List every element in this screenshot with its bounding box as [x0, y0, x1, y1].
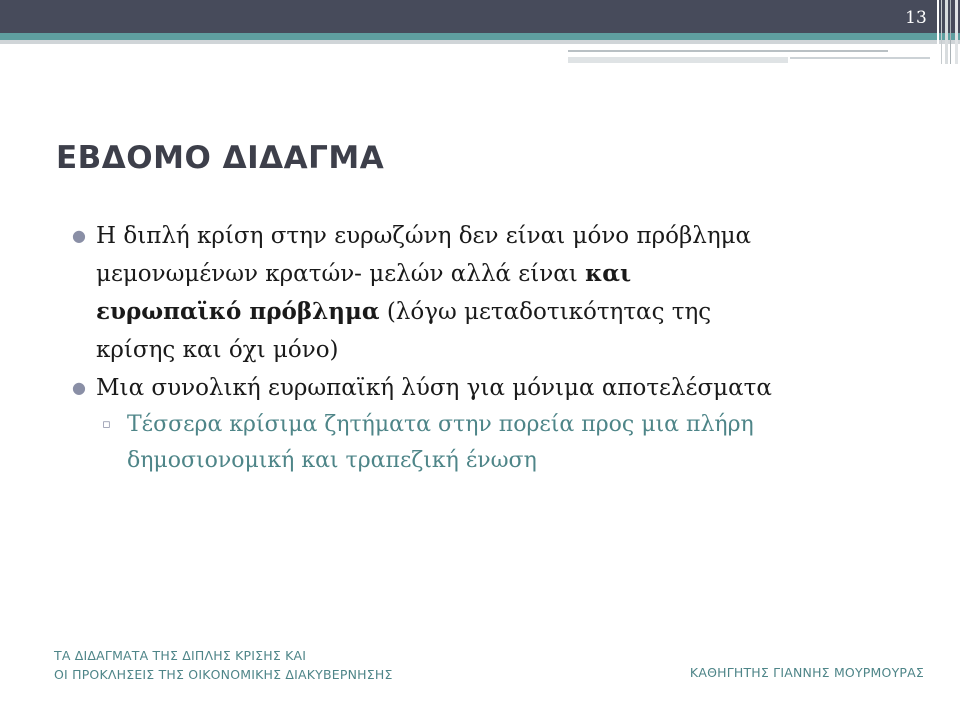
header-divider: [0, 40, 960, 44]
sub-bullet-item: [72, 407, 932, 479]
bullet-text: (λόγω μεταδοτικότητας της: [379, 299, 712, 325]
bullet-text: μεμονωμένων κρατών- μελών αλλά είναι: [96, 261, 586, 287]
round-bullet-icon: ●: [72, 378, 86, 397]
decorative-line: [568, 50, 888, 52]
footer-title-line: ΤΑ ΔΙΔΑΓΜΑΤΑ ΤΗΣ ΔΙΠΛΗΣ ΚΡΙΣΗΣ ΚΑΙ: [54, 648, 307, 663]
bullet-bold-text: ευρωπαϊκό πρόβλημα: [96, 298, 380, 325]
decorative-vline: [945, 0, 948, 64]
slide-content: [72, 217, 932, 479]
footer-title: [54, 646, 393, 684]
bullet-item: [72, 217, 932, 369]
bullet-text: Μια συνολική ευρωπαϊκή λύση για μόνιμα αποτελέσματα: [96, 375, 772, 401]
sub-bullet-text: δημοσιονομική και τραπεζική ένωση: [127, 448, 537, 473]
bullet-text: κρίσης και όχι μόνο): [96, 337, 339, 363]
decorative-vline: [950, 0, 951, 64]
decorative-vline: [941, 0, 942, 64]
decorative-vline: [955, 0, 958, 64]
bullet-text: Η διπλή κρίση στην ευρωζώνη δεν είναι μόνο πρόβλημα: [96, 223, 752, 249]
decorative-line: [568, 57, 788, 63]
footer-title-line: ΟΙ ΠΡΟΚΛΗΣΕΙΣ ΤΗΣ ΟΙΚΟΝΟΜΙΚΗΣ ΔΙΑΚΥΒΕΡΝΗΣΗΣ: [54, 667, 393, 682]
round-bullet-icon: ●: [72, 226, 86, 245]
header-band: [0, 0, 960, 33]
slide-number: 13: [905, 8, 927, 28]
decorative-vline: [937, 0, 939, 64]
square-bullet-icon: ▫: [102, 417, 111, 432]
slide-title: ΕΒΔΟΜΟ ΔΙΔΑΓΜΑ: [56, 140, 385, 176]
footer-author: ΚΑΘΗΓΗΤΗΣ ΓΙΑΝΝΗΣ ΜΟΥΡΜΟΥΡΑΣ: [689, 665, 924, 680]
bullet-item: [72, 369, 932, 407]
bullet-bold-text: και: [585, 260, 632, 287]
decorative-line: [790, 57, 930, 59]
sub-bullet-text: Τέσσερα κρίσιμα ζητήματα στην πορεία προς μια πλήρη: [127, 412, 754, 437]
header-accent-bar: [0, 33, 960, 40]
